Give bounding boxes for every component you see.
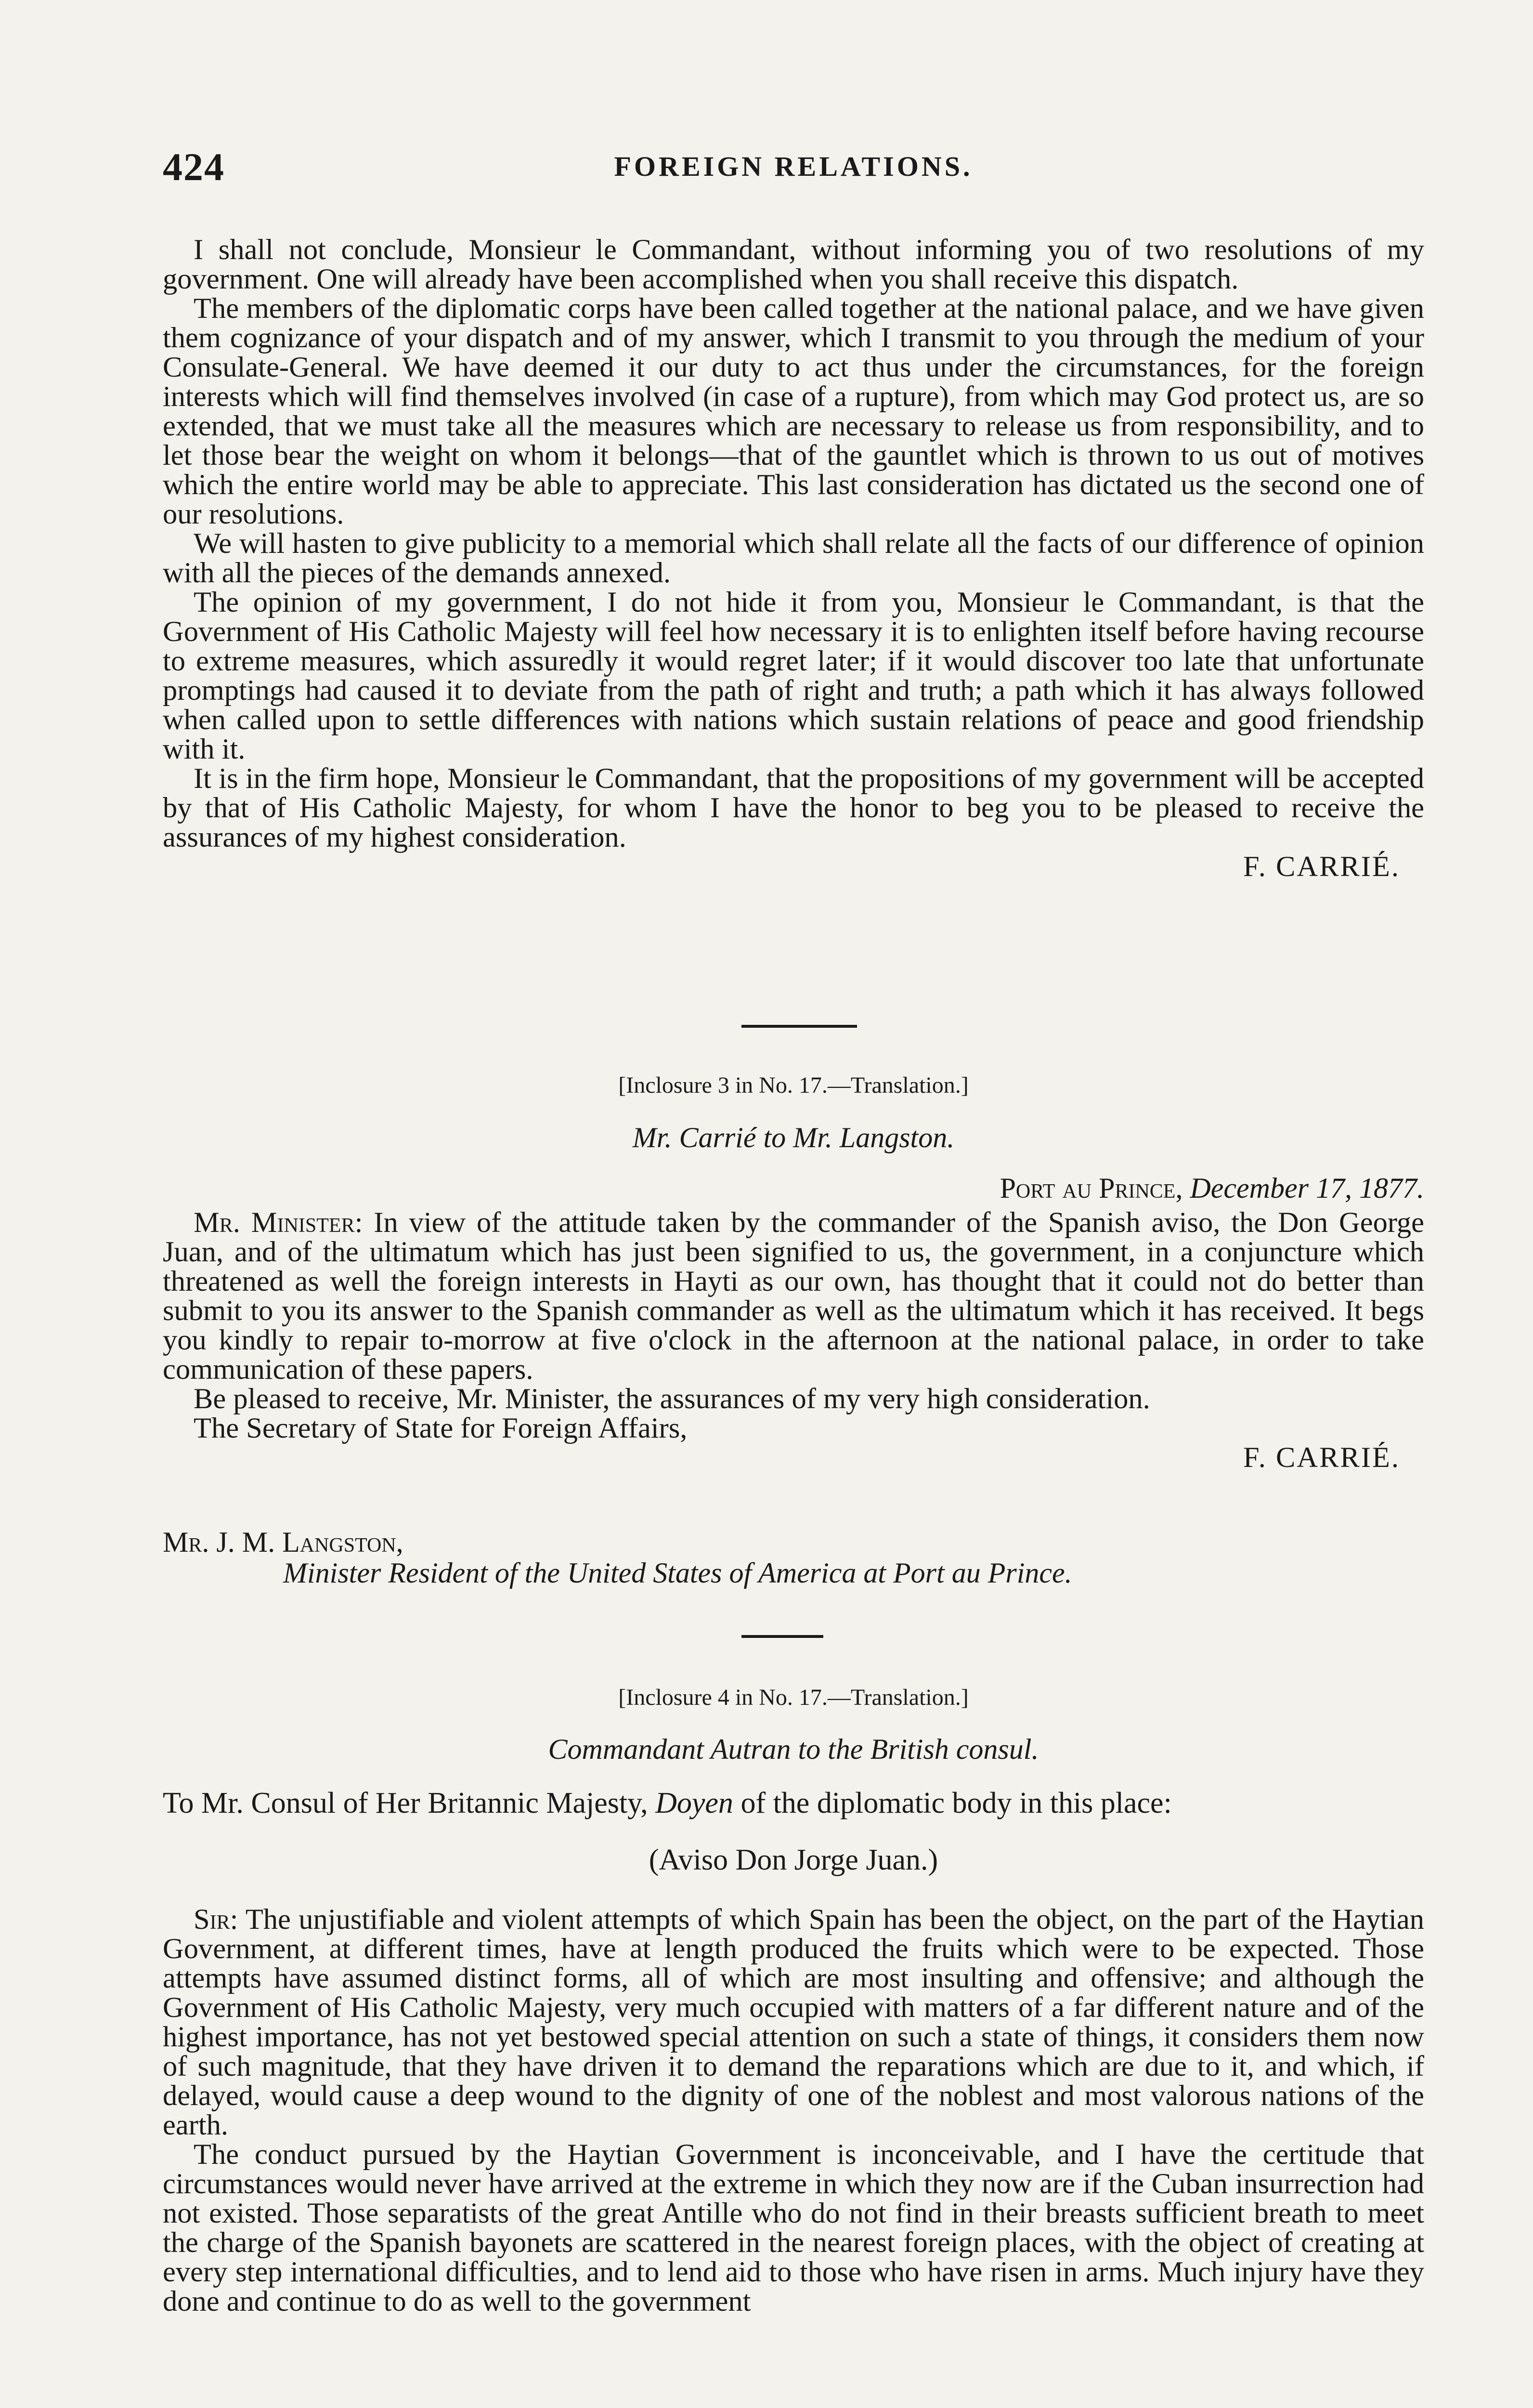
section-divider xyxy=(741,1635,823,1638)
page-header xyxy=(163,144,1424,197)
letter-title: Commandant Autran to the British consul. xyxy=(548,1733,1039,1765)
consul-address-line xyxy=(163,1788,1424,1819)
address-text: To Mr. Consul of Her Britannic Majesty, xyxy=(163,1787,648,1819)
body-paragraph: I shall not conclude, Monsieur le Commandant, without informing you of two resolutions of my government. One will already have been accomplished when you shall receive this dispatch. xyxy=(163,234,1424,295)
addressee-name: Mr. J. M. Langston, xyxy=(163,1526,403,1558)
section-divider xyxy=(741,1025,857,1028)
body-paragraph xyxy=(163,1208,1424,1384)
body-paragraph: The opinion of my government, I do not hide it from you, Monsieur le Commandant, is that the Government of His Catholic Majesty will feel how necessary it is to enlighten itself before having recourse to extreme measures, which assuredly it would regret later; if it would discover too late that unfortunate promptings had caused it to deviate from the path of right and truth; a path which it has always followed when called upon to settle differences with nations which sustain relations of peace and good friendship with it. xyxy=(163,586,1424,765)
dateline-date: December 17, 1877. xyxy=(1190,1172,1424,1204)
address-doyen: Doyen xyxy=(655,1787,733,1819)
inclosure-heading: [Inclosure 3 in No. 17.—Translation.] xyxy=(618,1073,969,1098)
salutation: Mr. Minister: xyxy=(194,1206,363,1239)
body-paragraph: We will hasten to give publicity to a memorial which shall relate all the facts of our difference of opinion with all the pieces of the demands annexed. xyxy=(163,527,1424,589)
addressee-block xyxy=(163,1527,1424,1588)
addressee-title: Minister Resident of the United States of America at Port au Prince. xyxy=(283,1557,1072,1589)
letter-body xyxy=(163,1905,1424,2316)
page-number: 424 xyxy=(163,145,225,189)
running-title: FOREIGN RELATIONS. xyxy=(614,151,973,182)
dateline xyxy=(1000,1173,1424,1204)
body-paragraph: The conduct pursued by the Haytian Government is inconceivable, and I have the certitude that circumstances would never have arrived at the extreme in which they now are if the Cuban insurrection had not existed. Those separatists of the great Antille who do not find in their breasts sufficient breath to meet the charge of the Spanish bayonets are scattered in the nearest foreign places, with the object of creating at every step international difficulties, and to lend aid to those who have risen in arms. Much injury have they done and continue to do as well to the government xyxy=(163,2138,1424,2317)
body-paragraph: The Secretary of State for Foreign Affairs, xyxy=(194,1412,688,1444)
vessel-name: (Aviso Don Jorge Juan.) xyxy=(649,1844,938,1876)
inclosure-heading: [Inclosure 4 in No. 17.—Translation.] xyxy=(618,1685,969,1710)
body-paragraph: The members of the diplomatic corps have been called together at the national palace, and we have given them cognizance of your dispatch and of my answer, which I transmit to you through the medium of your Consulate-General. We have deemed it our duty to act thus under the circumstances, for the foreign interests which will find themselves involved (in case of a rupture), from which may God protect us, are so extended, that we must take all the measures which are necessary to release us from responsibility, and to let those bear the weight on whom it belongs—that of the gauntlet which is thrown to us out of motives which the entire world may be able to appreciate. This last consideration has dictated us the second one of our resolutions. xyxy=(163,292,1424,530)
signature: F. CARRIÉ. xyxy=(1243,1441,1400,1474)
letter-title: Mr. Carrié to Mr. Langston. xyxy=(632,1122,955,1153)
address-text: of the diplomatic body in this place: xyxy=(741,1787,1172,1819)
body-paragraph: It is in the firm hope, Monsieur le Commandant, that the propositions of my government will be accepted by that of His Catholic Majesty, for whom I have the honor to beg you to be pleased to receive the assurances of my highest consideration. xyxy=(163,762,1424,853)
paragraph-text: In view of the attitude taken by the commander of the Spanish aviso, the Don George Juan, and of the ultimatum which has just been signified to us, the government, in a conjuncture which threatened as well the foreign interests in Hayti as our own, has thought that it could not do better than submit to you its answer to the Spanish commander as well as the ultimatum which it has received. It begs you kindly to repair to-morrow at five o'clock in the afternoon at the national palace, in order to take communication of these papers. xyxy=(163,1206,1425,1386)
body-paragraph xyxy=(163,1905,1424,2140)
dateline-place: Port au Prince, xyxy=(1000,1172,1183,1204)
salutation: Sir: xyxy=(194,1903,238,1936)
body-paragraph: Be pleased to receive, Mr. Minister, the assurances of my very high consideration. xyxy=(194,1383,1150,1415)
paragraph-text: The unjustifiable and violent attempts of which Spain has been the object, on the part of the Haytian Government, at different times, have at length produced the fruits which were to be expected. Those attempts have assumed distinct forms, all of which are most insulting and offensive; and although the Government of His Catholic Majesty, very much occupied with matters of a far different nature and of the highest importance, has not yet bestowed special attention on such a state of things, it considers them now of such magnitude, that they have driven it to demand the reparations which are due to it, and which, if delayed, would cause a deep wound to the dignity of one of the noblest and most valorous nations of the earth. xyxy=(163,1903,1424,2141)
letter-body xyxy=(163,1208,1424,1472)
letter-body-continued xyxy=(163,235,1424,881)
signature: F. CARRIÉ. xyxy=(1243,851,1400,883)
